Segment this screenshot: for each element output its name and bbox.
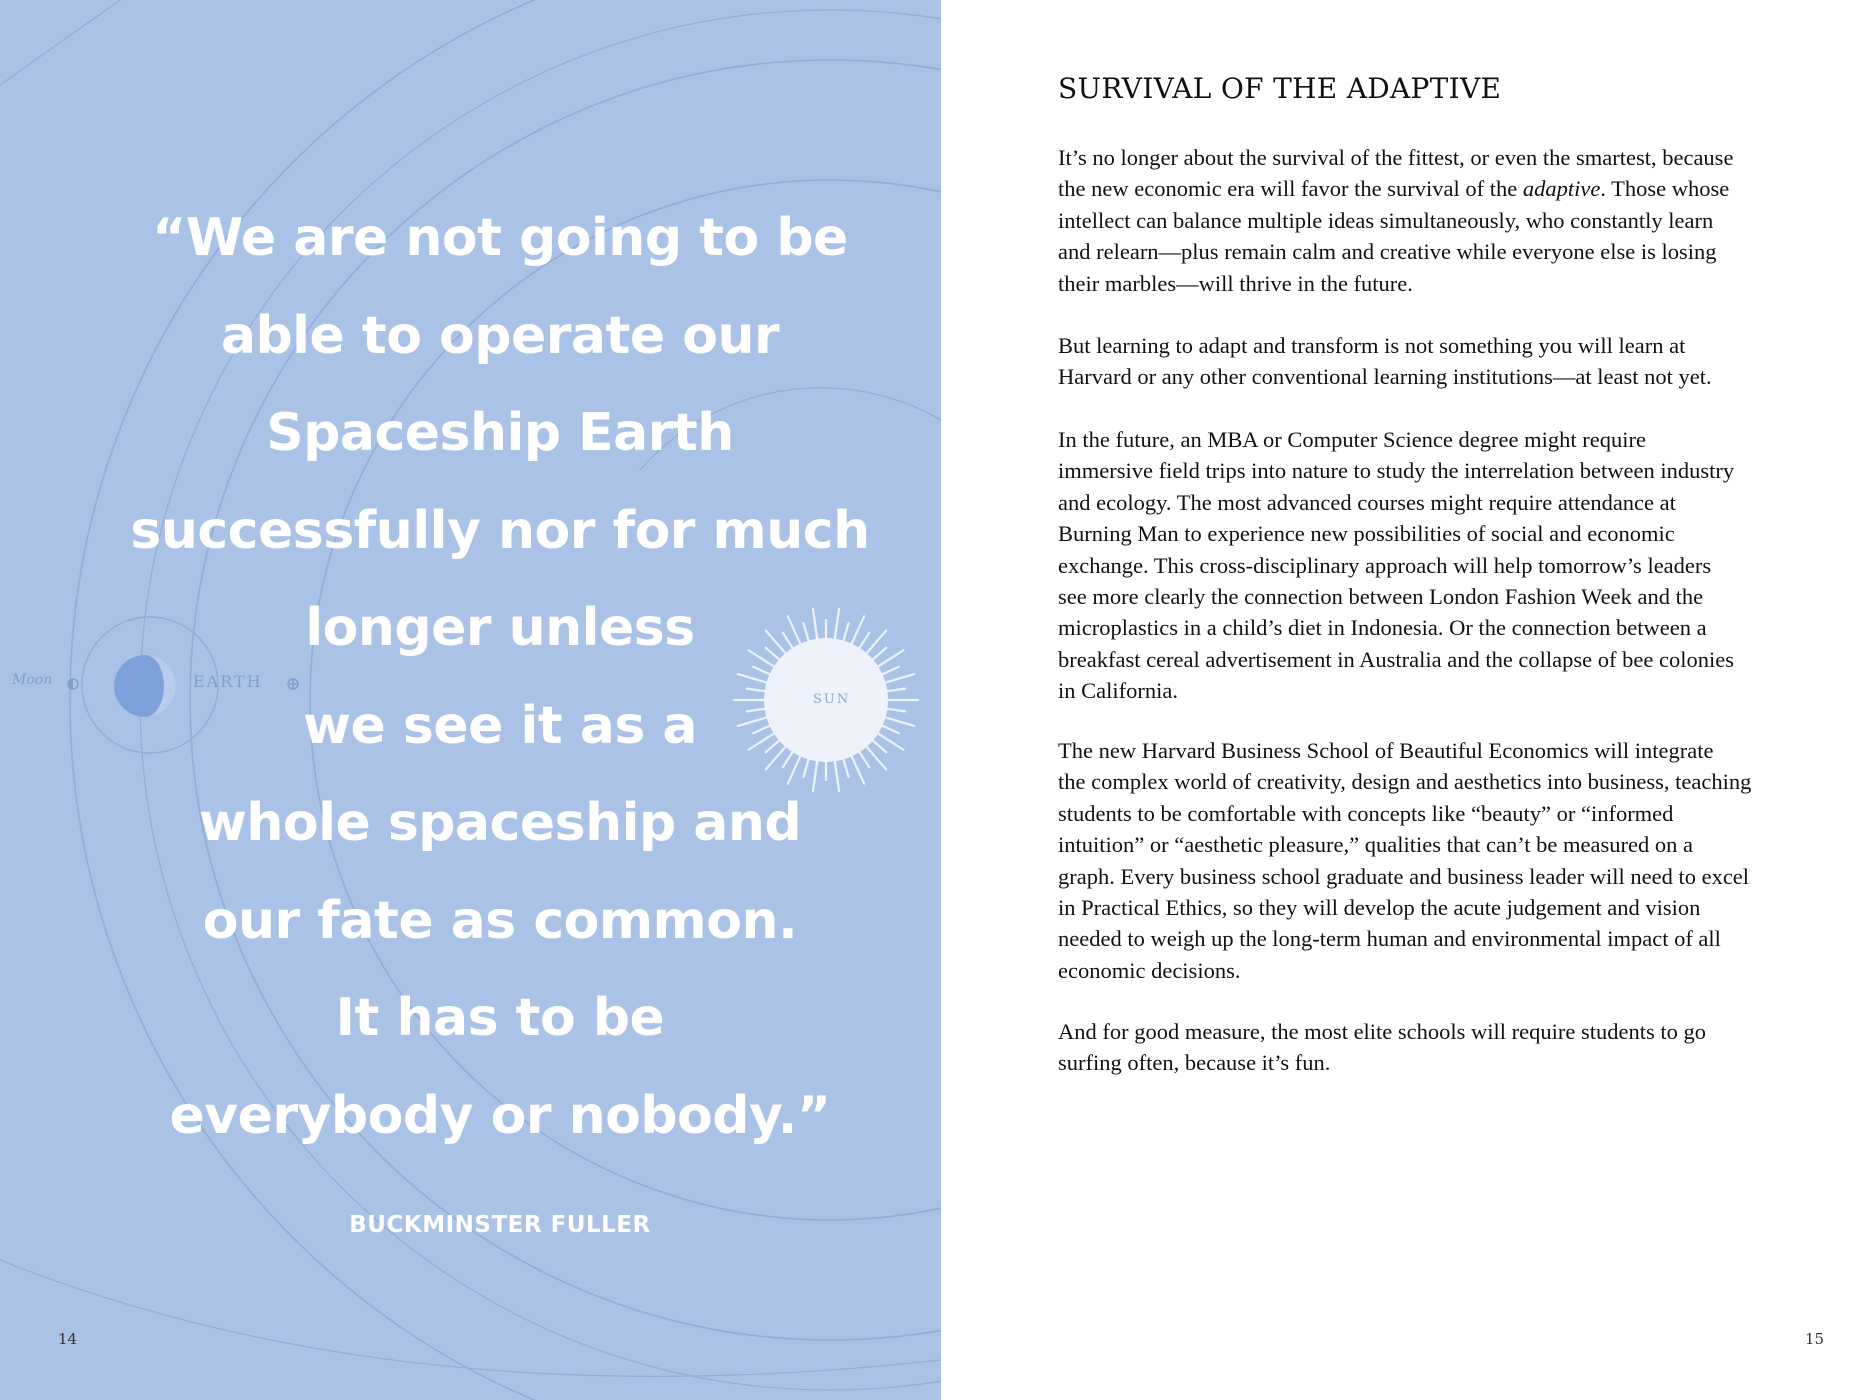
text-line: in Practical Ethics, so they will develop the acute judgement and vision [1058,895,1701,921]
quote-line: successfully nor for much [130,500,870,561]
text-line: surfing often, because it’s fun. [1058,1050,1331,1076]
quote-line: “We are not going to be [152,208,848,268]
text-line: and ecology. The most advanced courses might require attendance at [1058,489,1676,515]
earth-label: EARTH [193,672,263,691]
quote-line: we see it as a [302,695,698,756]
section-heading: SURVIVAL OF THE ADAPTIVE [1058,72,1502,105]
body-paragraph-4 [1058,735,1848,986]
text-line: students to be comfortable with concepts like “beauty” or “informed [1058,800,1674,826]
diagonal-line [0,0,120,85]
quote-line: It has to be [335,988,665,1048]
quote-line: everybody or nobody.” [169,1085,831,1146]
page-number-right: 15 [1805,1330,1825,1348]
body-paragraph-1 [1058,142,1848,299]
moon-icon [68,679,78,689]
text-line: And for good measure, the most elite schools will require students to go [1058,1019,1707,1044]
moon-label: Moon [12,672,53,688]
text-line: intellect can balance multiple ideas simultaneously, who constantly learn [1058,207,1714,233]
lower-arc [0,1260,941,1376]
text-line: The new Harvard Business School of Beautiful Economics will integrate [1058,738,1714,763]
text-line: needed to weigh up the long-term human and environmental impact of all [1058,926,1721,952]
text-line: graph. Every business school graduate and business leader will need to excel [1058,863,1750,889]
quote-line: longer unless [305,598,695,658]
quote-author: BUCKMINSTER FULLER [349,1212,651,1238]
text-line: in California. [1058,678,1178,704]
quote-line: able to operate our [220,305,780,366]
text-line: But learning to adapt and transform is not something you will learn at [1058,333,1686,358]
quote-line: Spaceship Earth [266,403,734,463]
quote-line: whole spaceship and [198,793,802,853]
quote-line: our fate as common. [202,890,798,951]
body-paragraph-2 [1058,330,1848,393]
text-line: Burning Man to experience new possibilities of social and economic [1058,521,1675,547]
body-paragraph-5 [1058,1016,1848,1079]
text-line: their marbles—will thrive in the future. [1058,270,1413,296]
right-page [941,0,1866,1400]
sun-label: SUN [813,692,851,707]
pull-quote [100,190,900,1165]
text-line: economic decisions. [1058,957,1241,983]
text-line: breakfast cereal advertisement in Australia and the collapse of bee colonies [1058,646,1734,672]
text-line: the new economic era will favor the survival of the adaptive. Those whose [1058,176,1730,202]
text-line: microplastics in a child’s diet in Indonesia. Or the connection between a [1058,615,1707,641]
text-line: Harvard or any other conventional learning institutions—at least not yet. [1058,364,1712,390]
body-paragraph-3 [1058,424,1848,707]
text-line: see more clearly the connection between London Fashion Week and the [1058,584,1704,610]
text-line: In the future, an MBA or Computer Science degree might require [1058,427,1646,452]
text-line: exchange. This cross-disciplinary approach will help tomorrow’s leaders [1058,552,1712,578]
text-line: the complex world of creativity, design and aesthetics into business, teaching [1058,769,1752,795]
text-line: immersive field trips into nature to study the interrelation between industry [1058,458,1735,484]
text-line: and relearn—plus remain calm and creative while everyone else is losing [1058,239,1717,265]
emphasis-adaptive: adaptive [1522,176,1601,202]
page-number-left: 14 [58,1330,78,1348]
text-line: intuition” or “aesthetic pleasure,” qualities that can’t be measured on a [1058,832,1693,858]
text-line: It’s no longer about the survival of the fittest, or even the smartest, because [1058,145,1734,170]
